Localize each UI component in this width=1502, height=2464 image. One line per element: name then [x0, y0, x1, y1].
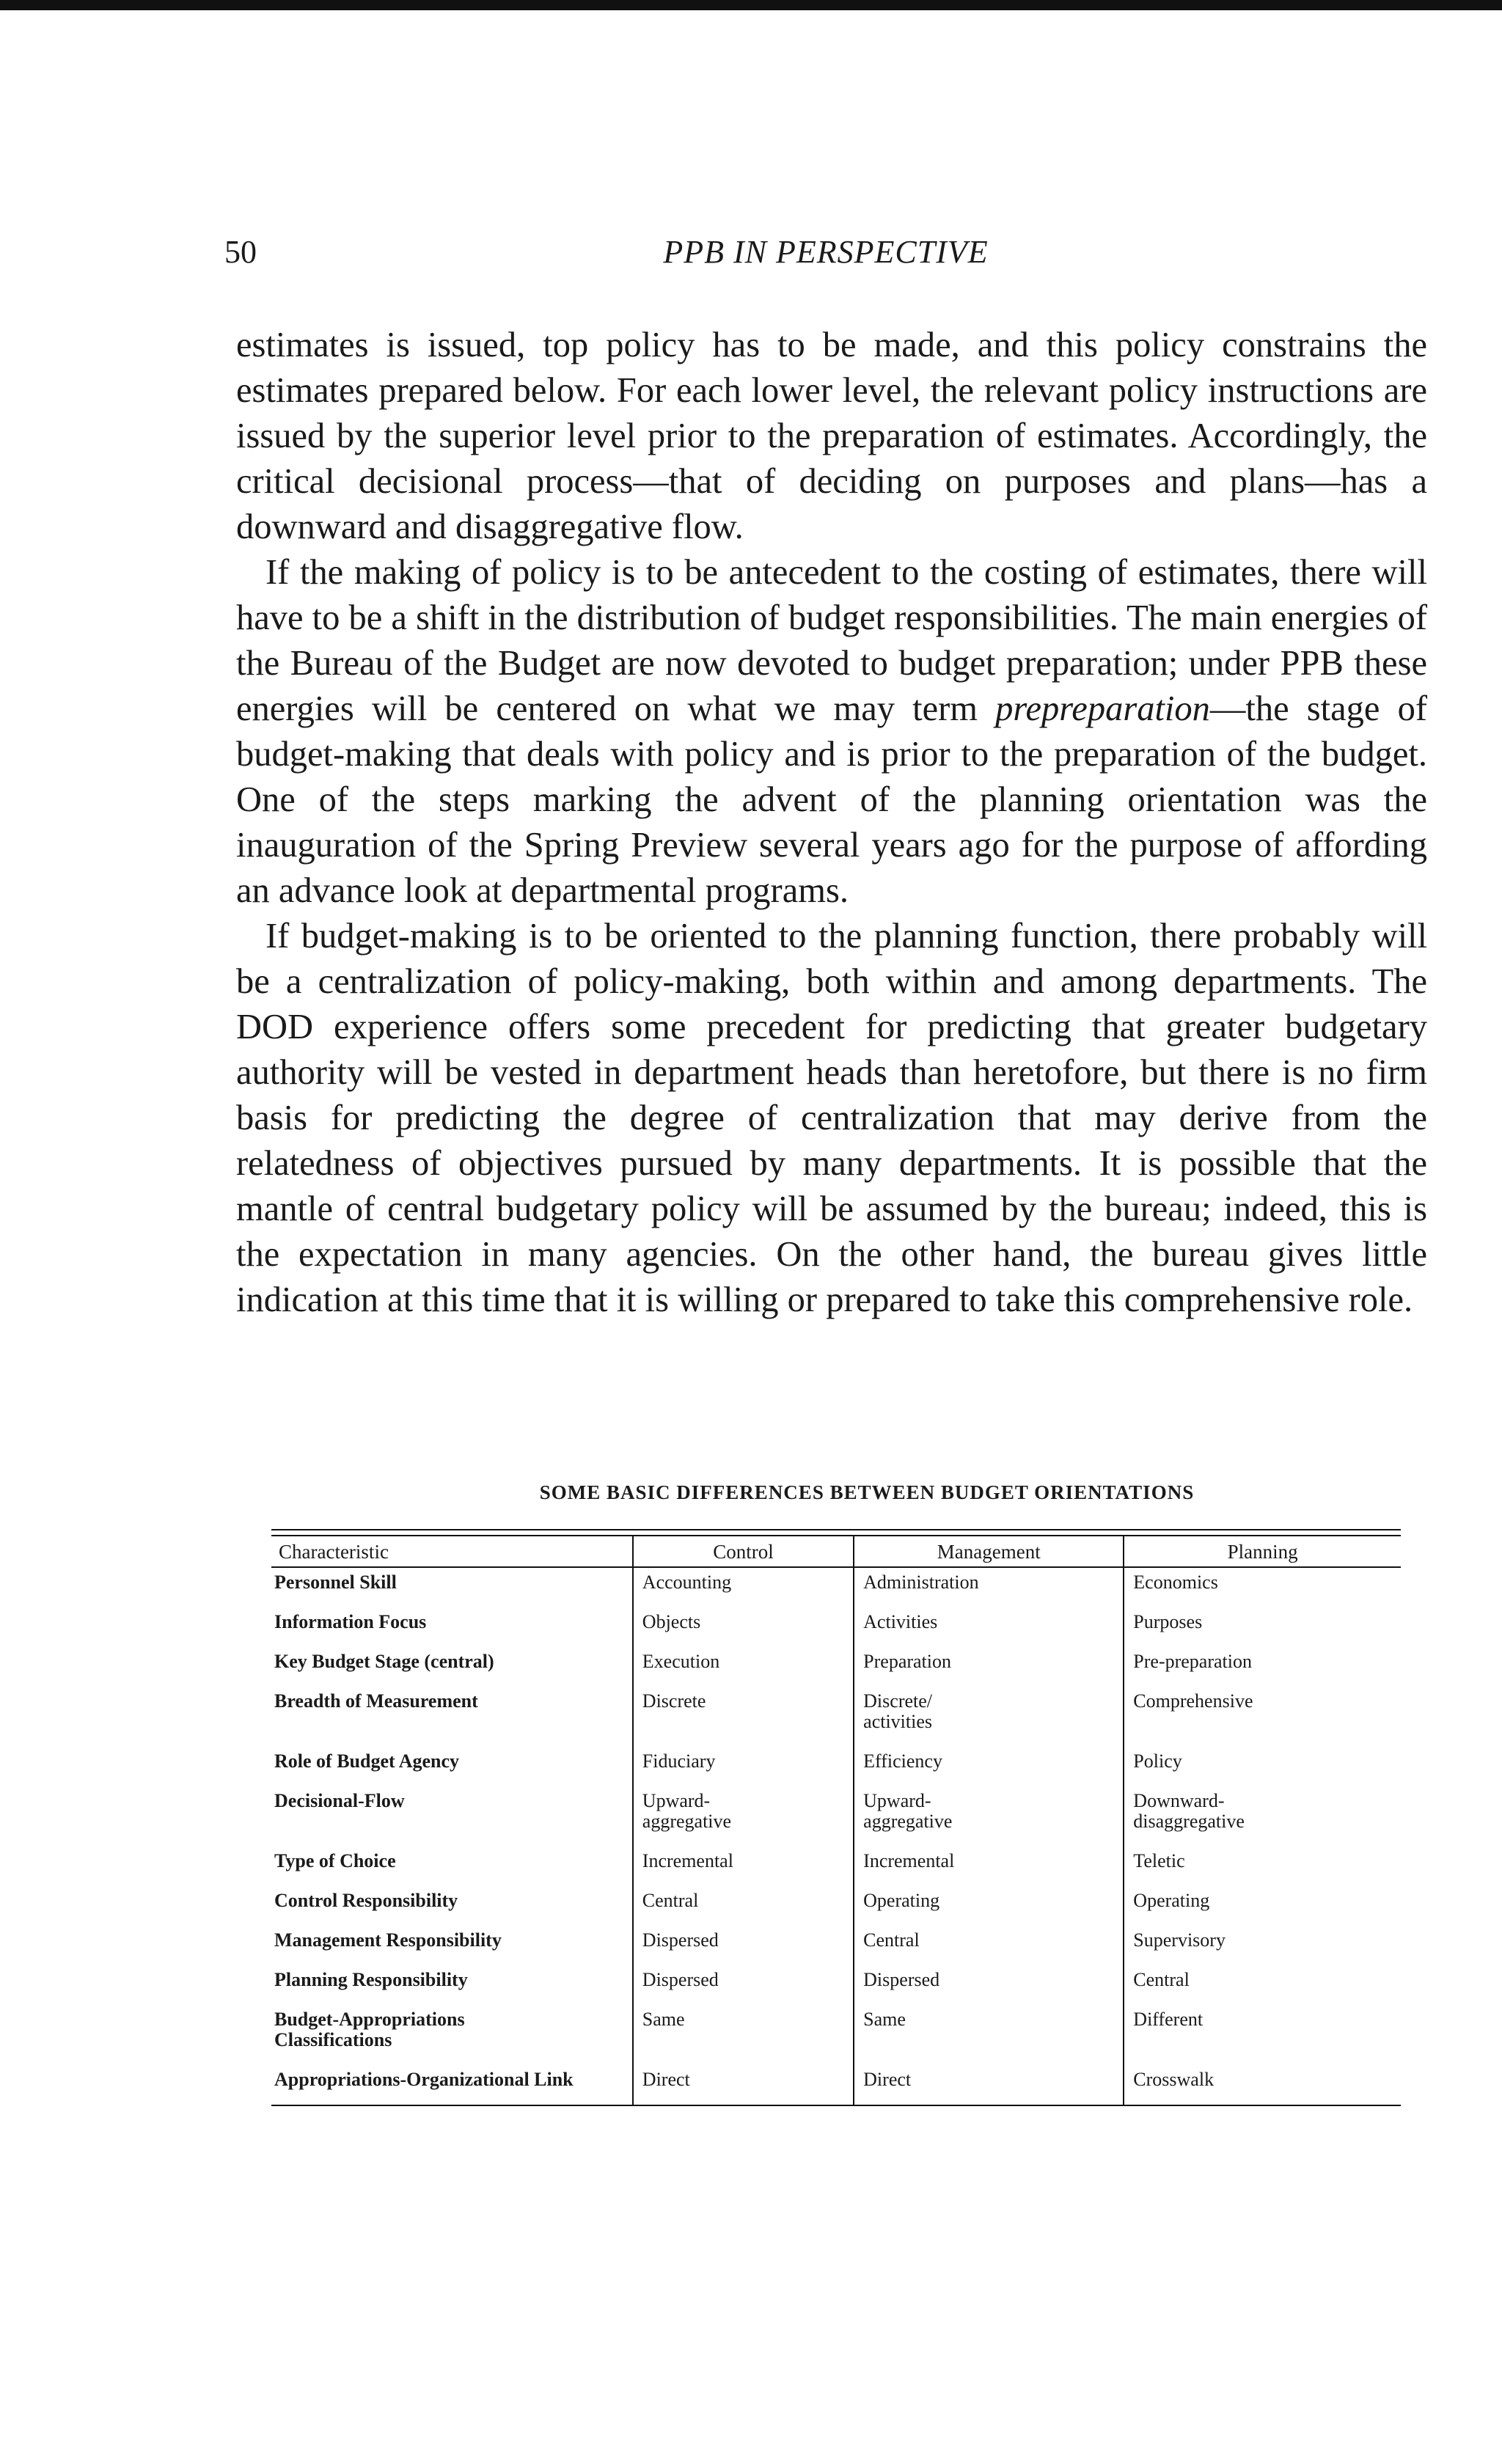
management-cell: Same [854, 2005, 1124, 2065]
table-title: SOME BASIC DIFFERENCES BETWEEN BUDGET ORIENTATIONS [539, 1481, 1195, 1503]
characteristic-cell: Decisional-Flow [274, 1790, 405, 1811]
control-cell: Dispersed [633, 1926, 854, 1965]
management-cell: Preparation [854, 1647, 1124, 1687]
control-cell: Same [633, 2005, 854, 2065]
control-cell: Fiduciary [633, 1747, 854, 1786]
characteristic-cell: Breadth of Measurement [274, 1690, 478, 1712]
control-cell: Central [633, 1886, 854, 1926]
table-top-rule [271, 1529, 1401, 1536]
characteristic-cell: Type of Choice [274, 1850, 396, 1871]
running-title: PPB IN PERSPECTIVE [663, 234, 989, 270]
table-row [271, 1847, 1401, 1886]
paragraph-2-emphasis: prepreparation [995, 689, 1210, 728]
management-cell: Activities [854, 1607, 1124, 1647]
paragraph-2 [236, 550, 1427, 914]
planning-cell: Operating [1124, 1886, 1401, 1926]
table-row [271, 1607, 1401, 1647]
planning-cell: Central [1124, 1965, 1401, 2005]
control-cell: Dispersed [633, 1965, 854, 2005]
page-number: 50 [224, 234, 257, 270]
planning-cell: Different [1124, 2005, 1401, 2065]
page-header [224, 233, 1427, 277]
orientation-table [271, 1536, 1401, 2105]
control-cell: Incremental [633, 1847, 854, 1886]
paragraph-3: If budget-making is to be oriented to the planning function, there probably will be a centralization of policy-making, both within and among departments. The DOD experience offers some precedent for predicting that greater budgetary authority will be vested in department heads than heretofore, but there is no firm basis for predicting the degree of centralization that may derive from the relatedness of objectives pursued by many departments. It is possible that the mantle of central budgetary policy will be assumed by the bureau; indeed, this is the expectation in many agencies. On the other hand, the bureau gives little indication at this time that it is willing or prepared to take this comprehensive role. [236, 917, 1427, 1319]
control-cell: Discrete [633, 1687, 854, 1747]
table-row [271, 1567, 1401, 1607]
table-row [271, 1926, 1401, 1965]
management-cell: Upward- aggregative [854, 1786, 1124, 1847]
paragraph-2-part-2: —the stage of budget-making that deals with policy and is prior to the preparation of the budget. One of the steps marking the advent of the planning orientation was the inauguration of the Spring Preview several years ago for the purpose of affording an advance look at departmental programs. [236, 689, 1427, 910]
control-cell: Upward- aggregative [633, 1786, 854, 1847]
characteristic-cell: Control Responsibility [274, 1890, 458, 1911]
planning-cell: Economics [1124, 1567, 1401, 1607]
planning-cell: Downward- disaggregative [1124, 1786, 1401, 1847]
characteristic-cell: Key Budget Stage (central) [274, 1651, 494, 1672]
header-planning: Planning [1124, 1536, 1401, 1567]
table-row [271, 1965, 1401, 2005]
table-header-row [271, 1536, 1401, 1567]
header-control: Control [633, 1536, 854, 1567]
table-row [271, 2065, 1401, 2105]
table-row [271, 1747, 1401, 1786]
planning-cell: Teletic [1124, 1847, 1401, 1886]
characteristic-cell: Information Focus [274, 1611, 427, 1632]
management-cell: Direct [854, 2065, 1124, 2105]
control-cell: Objects [633, 1607, 854, 1647]
planning-cell: Supervisory [1124, 1926, 1401, 1965]
characteristic-cell: Personnel Skill [274, 1572, 397, 1593]
management-cell: Administration [854, 1567, 1124, 1607]
table-row [271, 1786, 1401, 1847]
characteristic-cell: Role of Budget Agency [274, 1750, 460, 1772]
planning-cell: Purposes [1124, 1607, 1401, 1647]
characteristic-cell: Planning Responsibility [274, 1969, 468, 1990]
characteristic-cell: Management Responsibility [274, 1929, 502, 1951]
paragraph-2-part-1: If the making of policy is to be antecedent to the costing of estimates, there will have to be a shift in the distribution of budget responsibilities. The main energies of the Bureau of the Budget are now devoted to budget preparation; under PPB these energies will be centered on what we may term [236, 553, 1427, 728]
body-text [236, 323, 1427, 1323]
header-management: Management [854, 1536, 1124, 1567]
planning-cell: Pre-preparation [1124, 1647, 1401, 1687]
control-cell: Direct [633, 2065, 854, 2105]
top-border-rule [0, 0, 1502, 10]
characteristic-cell: Budget-Appropriations Classifications [274, 2009, 465, 2050]
management-cell: Central [854, 1926, 1124, 1965]
table-body [271, 1567, 1401, 2105]
table-row [271, 1647, 1401, 1687]
planning-cell: Crosswalk [1124, 2065, 1401, 2105]
management-cell: Incremental [854, 1847, 1124, 1886]
management-cell: Dispersed [854, 1965, 1124, 2005]
table-row [271, 1886, 1401, 1926]
control-cell: Execution [633, 1647, 854, 1687]
table-row [271, 1687, 1401, 1747]
control-cell: Accounting [633, 1567, 854, 1607]
header-characteristic: Characteristic [271, 1536, 633, 1567]
planning-cell: Policy [1124, 1747, 1401, 1786]
characteristic-cell: Appropriations-Organizational Link [274, 2069, 574, 2090]
paragraph-1: estimates is issued, top policy has to be made, and this policy constrains the estimates prepared below. For each lower level, the relevant policy instructions are issued by the superior level prior to the preparation of estimates. Accordingly, the critical decisional process—that of deciding on purposes and plans—has a downward and disaggregative flow. [236, 326, 1427, 546]
management-cell: Discrete/ activities [854, 1687, 1124, 1747]
planning-cell: Comprehensive [1124, 1687, 1401, 1747]
comparison-table [271, 1529, 1401, 2106]
table-bottom-rule [271, 2105, 1401, 2106]
management-cell: Efficiency [854, 1747, 1124, 1786]
management-cell: Operating [854, 1886, 1124, 1926]
table-row [271, 2005, 1401, 2065]
